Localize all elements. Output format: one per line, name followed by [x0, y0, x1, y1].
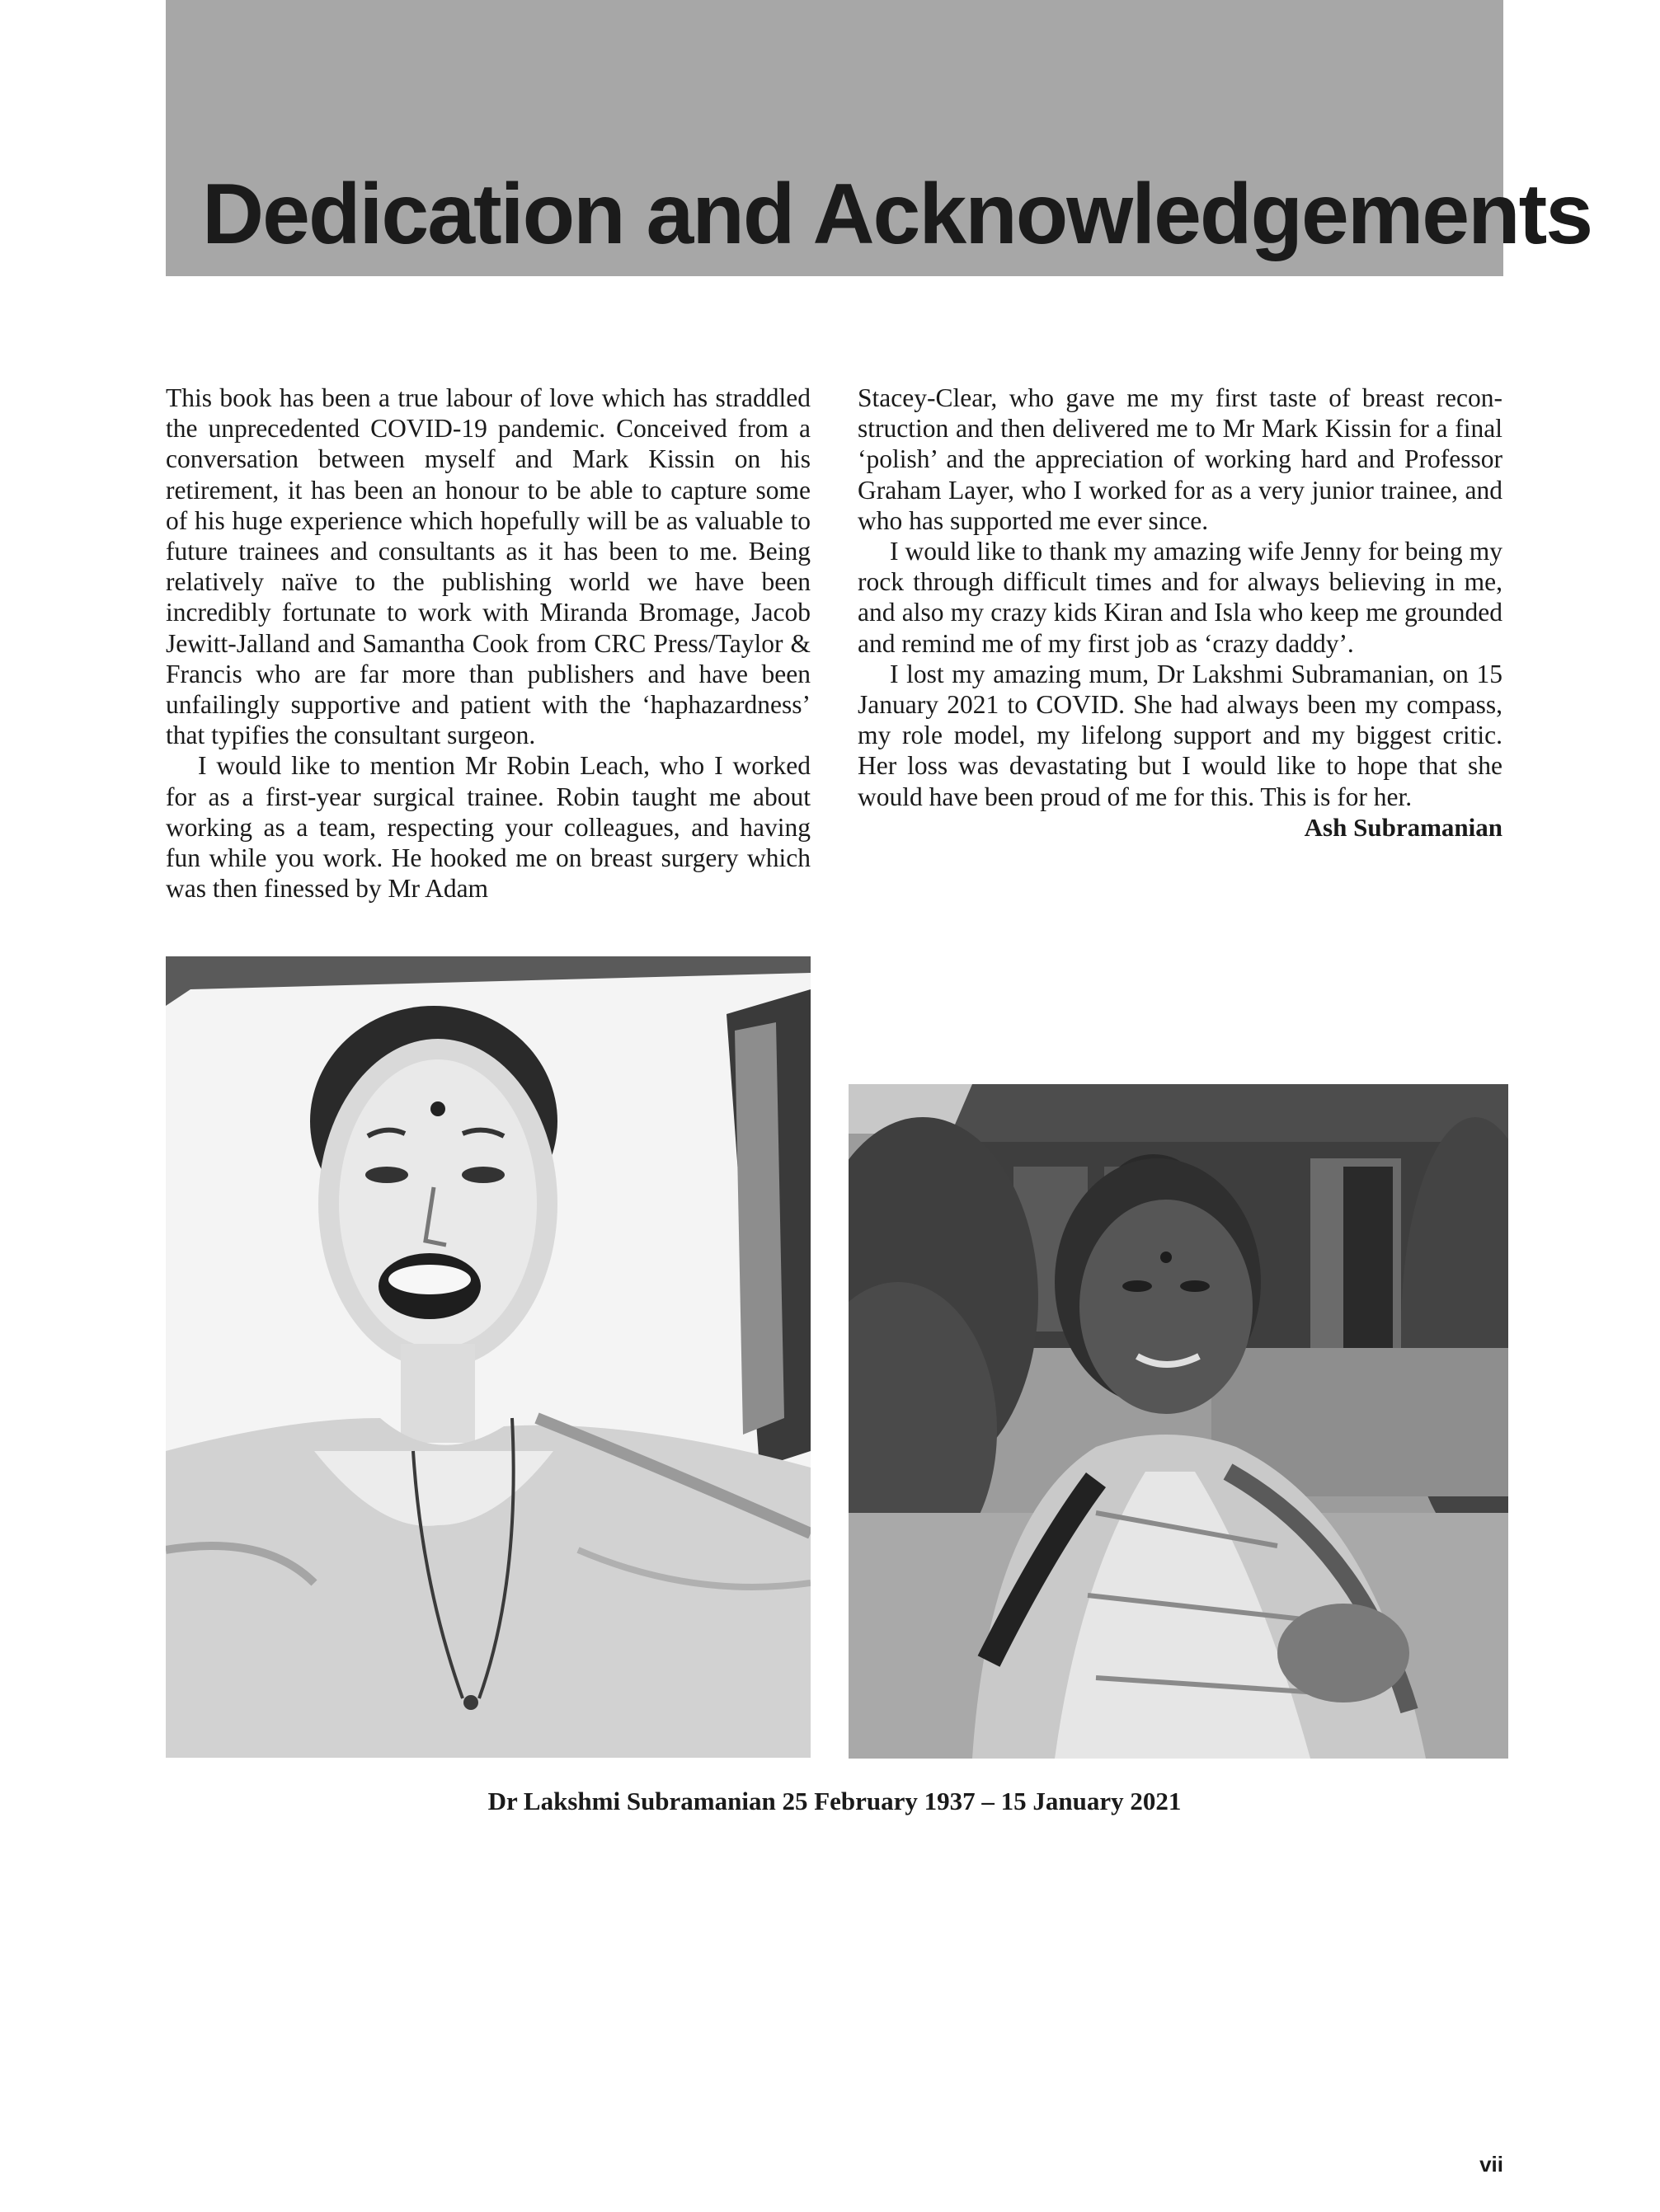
paragraph: This book has been a true labour of love which has straddled the unprecedented COVID-19 pandemic. Conceived from a conversation between myself and Mark Kissin on his retirement, it has been an honour to be able to capture some of his huge experience which hopefully will be as valuable to future trainees and consultants as it has been to me. Being relatively naïve to the publishing world we have been incredibly fortunate to work with Miranda Bromage, Jacob Jewitt-Jalland and Samantha Cook from CRC Press/Taylor & Francis who are far more than publishers and have been unfailingly supportive and patient with the ‘haphazardness’ that typifies the consultant surgeon. [166, 383, 811, 750]
portrait-photo-later-life [849, 1084, 1508, 1759]
paragraph: Stacey-Clear, who gave me my first taste of breast reconstruction and then delivered me to Mr Mark Kissin for a final ‘polish’ and the appreciation of working hard and Professor Graham Layer, who I worked for as a very junior trainee, and who has supported me ever since. [858, 383, 1502, 535]
paragraph: I would like to thank my amazing wife Jenny for being my rock through difficult times and for always believing in me, and also my crazy kids Kiran and Isla who keep me grounded and remind me of my first job as ‘crazy daddy’. [858, 537, 1502, 658]
author-signature: Ash Subramanian [1304, 812, 1502, 842]
portrait-photo-young [166, 956, 811, 1758]
text-column-left [166, 383, 811, 904]
paragraph: I lost my amazing mum, Dr Lakshmi Subramanian, on 15 January 2021 to COVID. She had always been my compass, my role model, my lifelong support and my biggest critic. Her loss was devastating but I would like to hope that she would have been proud of me for this. This is for her. [858, 659, 1502, 811]
page-title: Dedication and Acknowledgements [202, 167, 1592, 262]
page-number: vii [1479, 2152, 1503, 2177]
paragraph: I would like to mention Mr Robin Leach, who I worked for as a first-year surgical trainee. Robin taught me about working as a team, respecting your colleagues, and having fun while you work. He hooked me on breast surgery which was then finessed by Mr Adam [166, 751, 811, 904]
text-column-right [858, 383, 1502, 843]
portrait-photo-later-life-image [849, 1084, 1508, 1759]
photo-caption: Dr Lakshmi Subramanian 25 February 1937 – 15 January 2021 [487, 1787, 1182, 1815]
portrait-photo-young-image [166, 956, 811, 1758]
